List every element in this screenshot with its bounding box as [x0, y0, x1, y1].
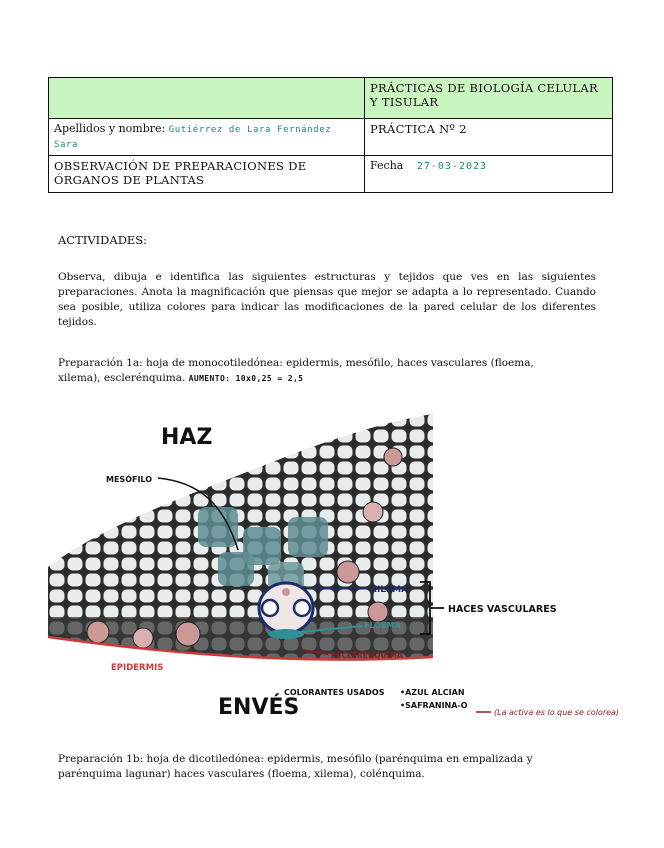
enves-label: ENVÉS	[218, 695, 300, 720]
date-label: Fecha	[370, 159, 404, 172]
course-title: PRÁCTICAS DE BIOLOGÍA CELULAR Y TISULAR	[365, 78, 613, 119]
leaf-tissue	[48, 412, 438, 672]
leaf-section-svg	[48, 412, 664, 732]
epidermis-label: EPIDERMIS	[111, 663, 164, 673]
floema-label: FLOEMA	[364, 621, 401, 630]
name-cell	[49, 119, 365, 156]
xilema-label: XILEMA	[370, 585, 409, 595]
haz-label: HAZ	[161, 425, 213, 450]
instructions: Observa, dibuja e identifica las siguientes estructuras y tejidos que ves en las siguientes preparaciones. Anota la magnificación que piensas que mejor se adapta a lo representado. Cuando sea posible, utiliza colores para indicar las modificaciones de la pared celular de los diferentes tejidos.	[58, 271, 596, 328]
prep1b-text: Preparación 1b: hoja de dicotiledónea: epidermis, mesófilo (parénquima en empalizada y parénquima lagunar) haces vasculares (floema, xilema), colénquima.	[58, 753, 533, 780]
mesofilo-label: MESÓFILO	[106, 475, 153, 484]
aumento: AUMENTO: 10x0,25 = 2,5	[188, 374, 304, 383]
esclerenquima-label: ESCLERÉNQUIMA	[331, 651, 403, 660]
leaf-drawing	[48, 412, 664, 732]
activities-title: ACTIVIDADES:	[58, 233, 148, 247]
header-blank-cell	[49, 78, 365, 119]
nota-label: (La activa es lo que se colorea)	[494, 708, 620, 717]
prep1a-text: Preparación 1a: hoja de monocotiledónea: epidermis, mesófilo, haces vasculares (floema, xilema), esclerénquima.	[58, 357, 534, 384]
practice-label: PRÁCTICA Nº 2	[365, 119, 613, 156]
safranina-label: •SAFRANINA-O	[400, 701, 468, 710]
colorantes-label: COLORANTES USADOS	[284, 688, 385, 697]
date-cell	[365, 156, 613, 193]
prep1a-paragraph	[58, 356, 578, 386]
name-value: Gutiérrez de Lara Fernández Sara	[54, 125, 332, 150]
name-label: Apellidos y nombre:	[54, 122, 166, 135]
azul-alcian-label: •AZUL ALCIAN	[400, 688, 465, 697]
topic: OBSERVACIÓN DE PREPARACIONES DE ÓRGANOS DE PLANTAS	[49, 156, 365, 193]
haces-label: HACES VASCULARES	[448, 604, 557, 615]
date-value: 27-03-2023	[416, 161, 488, 172]
header-table	[48, 77, 613, 193]
